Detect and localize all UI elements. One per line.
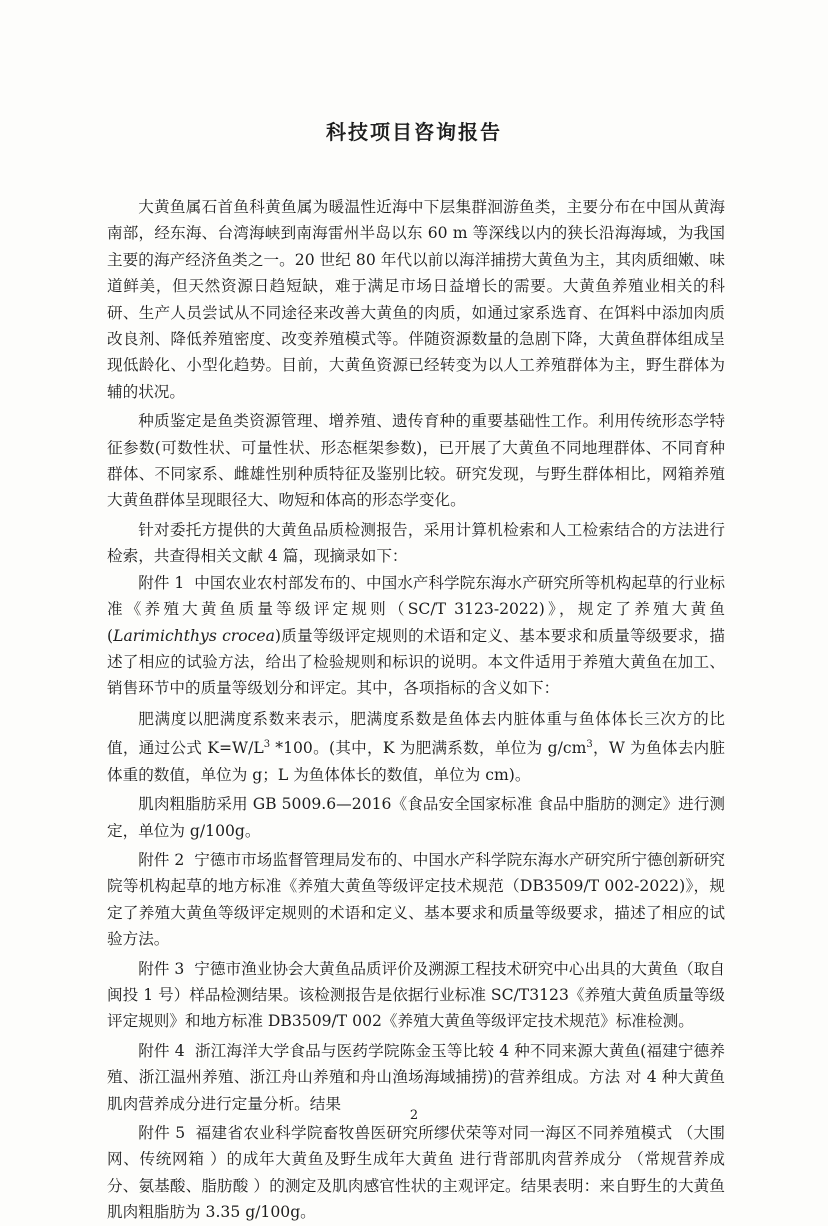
attachment-text: 中国农业农村部发布的、中国水产科学院东海水产研究所等机构起草的行业标准《养殖大黄鱼质量等级评定规则（SC/T 3123-2022)》，规定了养殖大黄鱼( (107, 573, 725, 645)
attachment-text: 福建省农业科学院畜牧兽医研究所缪伏荣等对同一海区不同养殖模式 （大围网、传统网箱 ）的成年大黄鱼及野生成年大黄鱼 进行背部肌肉营养成分 （常规营养成分、氨基酸、脂肪酸 ）的测定及肌肉感官性状的主观评定。结果表明：来自野生的大黄鱼肌肉粗脂肪为 3.35 g/100g。 (107, 1124, 725, 1222)
paragraph-attachment-1 (107, 570, 725, 702)
paragraph-intro: 大黄鱼属石首鱼科黄鱼属为暖温性近海中下层集群洄游鱼类，主要分布在中国从黄海南部，经东海、台湾海峡到南海雷州半岛以东 60 m 等深线以内的狭长沿海海域，为我国主要的海产经济鱼类之一。20 世纪 80 年代以前以海洋捕捞大黄鱼为主，其肉质细嫩、味道鲜美，但天然资源日趋短缺，难于满足市场日益增长的需要。大黄鱼养殖业相关的科研、生产人员尝试从不同途径来改善大黄鱼的肉质，如通过家系选育、在饵料中添加肉质改良剂、降低养殖密度、改变养殖模式等。伴随资源数量的急剧下降，大黄鱼群体组成呈现低龄化、小型化趋势。目前，大黄鱼资源已经转变为以人工养殖群体为主，野生群体为辅的状况。 (107, 198, 725, 401)
attachment-text: 宁德市渔业协会大黄鱼品质评价及溯源工程技术研究中心出具的大黄鱼（取自闽投 1 号）样品检测结果。该检测报告是依据行业标准 SC/T3123《养殖大黄鱼质量等级评定规则》和地方标准 DB3509/T 002《养殖大黄鱼等级评定技术规范》标准检测。 (107, 959, 725, 1031)
formula-text-mid: *100。(其中，K 为肥满系数，单位为 g/cm (270, 739, 587, 758)
attachment-label: 附件 4 (138, 1041, 185, 1060)
attachment-text: 浙江海洋大学食品与医药学院陈金玉等比较 4 种不同来源大黄鱼(福建宁德养殖、浙江温州养殖、浙江舟山养殖和舟山渔场海域捕捞)的营养组成。方法 对 4 种大黄鱼肌肉营养成分进行定量分析。结果 (107, 1041, 725, 1113)
paragraph-attachment-3 (107, 956, 725, 1035)
attachment-text: 宁德市市场监督管理局发布的、中国水产科学院东海水产研究所宁德创新研究院等机构起草的地方标准《养殖大黄鱼等级评定技术规范（DB3509/T 002-2022)》，规定了养殖大黄鱼等级评定规则的术语和定义、基本要求和质量等级要求，描述了相应的试验方法。 (107, 850, 725, 949)
page-title: 科技项目咨询报告 (326, 120, 502, 144)
paragraph-germplasm: 种质鉴定是鱼类资源管理、增养殖、遗传育种的重要基础性工作。利用传统形态学特征参数(可数性状、可量性状、形态框架参数)，已开展了大黄鱼不同地理群体、不同育种群体、不同家系、雌雄性别种质特征及鉴别比较。研究发现，与野生群体相比，网箱养殖大黄鱼群体呈现眼径大、吻短和体高的形态学变化。 (107, 412, 725, 510)
attachment-text-continued: )质量等级评定规则的术语和定义、基本要求和质量等级要求，描述了相应的试验方法，给出了检验规则和标识的说明。本文件适用于养殖大黄鱼在加工、销售环节中的质量等级划分和评定。其中，各项指标的含义如下： (107, 626, 725, 698)
attachment-label: 附件 2 (138, 850, 185, 869)
attachment-label: 附件 5 (138, 1124, 186, 1142)
paragraph-attachment-2 (107, 847, 725, 953)
formula-text-pre: 肥满度以肥满度系数来表示，肥满度系数是鱼体去内脏体重与鱼体体长三次方的比值，通过公式 K=W/L (107, 709, 725, 758)
report-body (107, 194, 725, 1226)
paragraph-attachment-5 (107, 1120, 725, 1226)
paragraph-attachment-4 (107, 1038, 725, 1117)
paragraph-condition-factor (107, 706, 725, 788)
formula-exponent: 3 (263, 739, 271, 751)
attachment-label: 附件 1 (138, 573, 185, 592)
paragraph-search: 针对委托方提供的大黄鱼品质检测报告，采用计算机检索和人工检索结合的方法进行检索，共查得相关文献 4 篇，现摘录如下： (107, 520, 725, 566)
species-name: Larimichthys crocea (113, 626, 275, 645)
formula-text-post: ，W 为鱼体去内脏体重的数值，单位为 g；L 为鱼体体长的数值，单位为 cm)。 (107, 739, 726, 784)
unit-exponent: 3 (586, 739, 593, 751)
attachment-label: 附件 3 (138, 959, 185, 978)
page-number: 2 (409, 1108, 419, 1123)
paragraph-crude-fat: 肌肉粗脂肪采用 GB 5009.6—2016《食品安全国家标准 食品中脂肪的测定》进行测定，单位为 g/100g。 (107, 795, 725, 840)
